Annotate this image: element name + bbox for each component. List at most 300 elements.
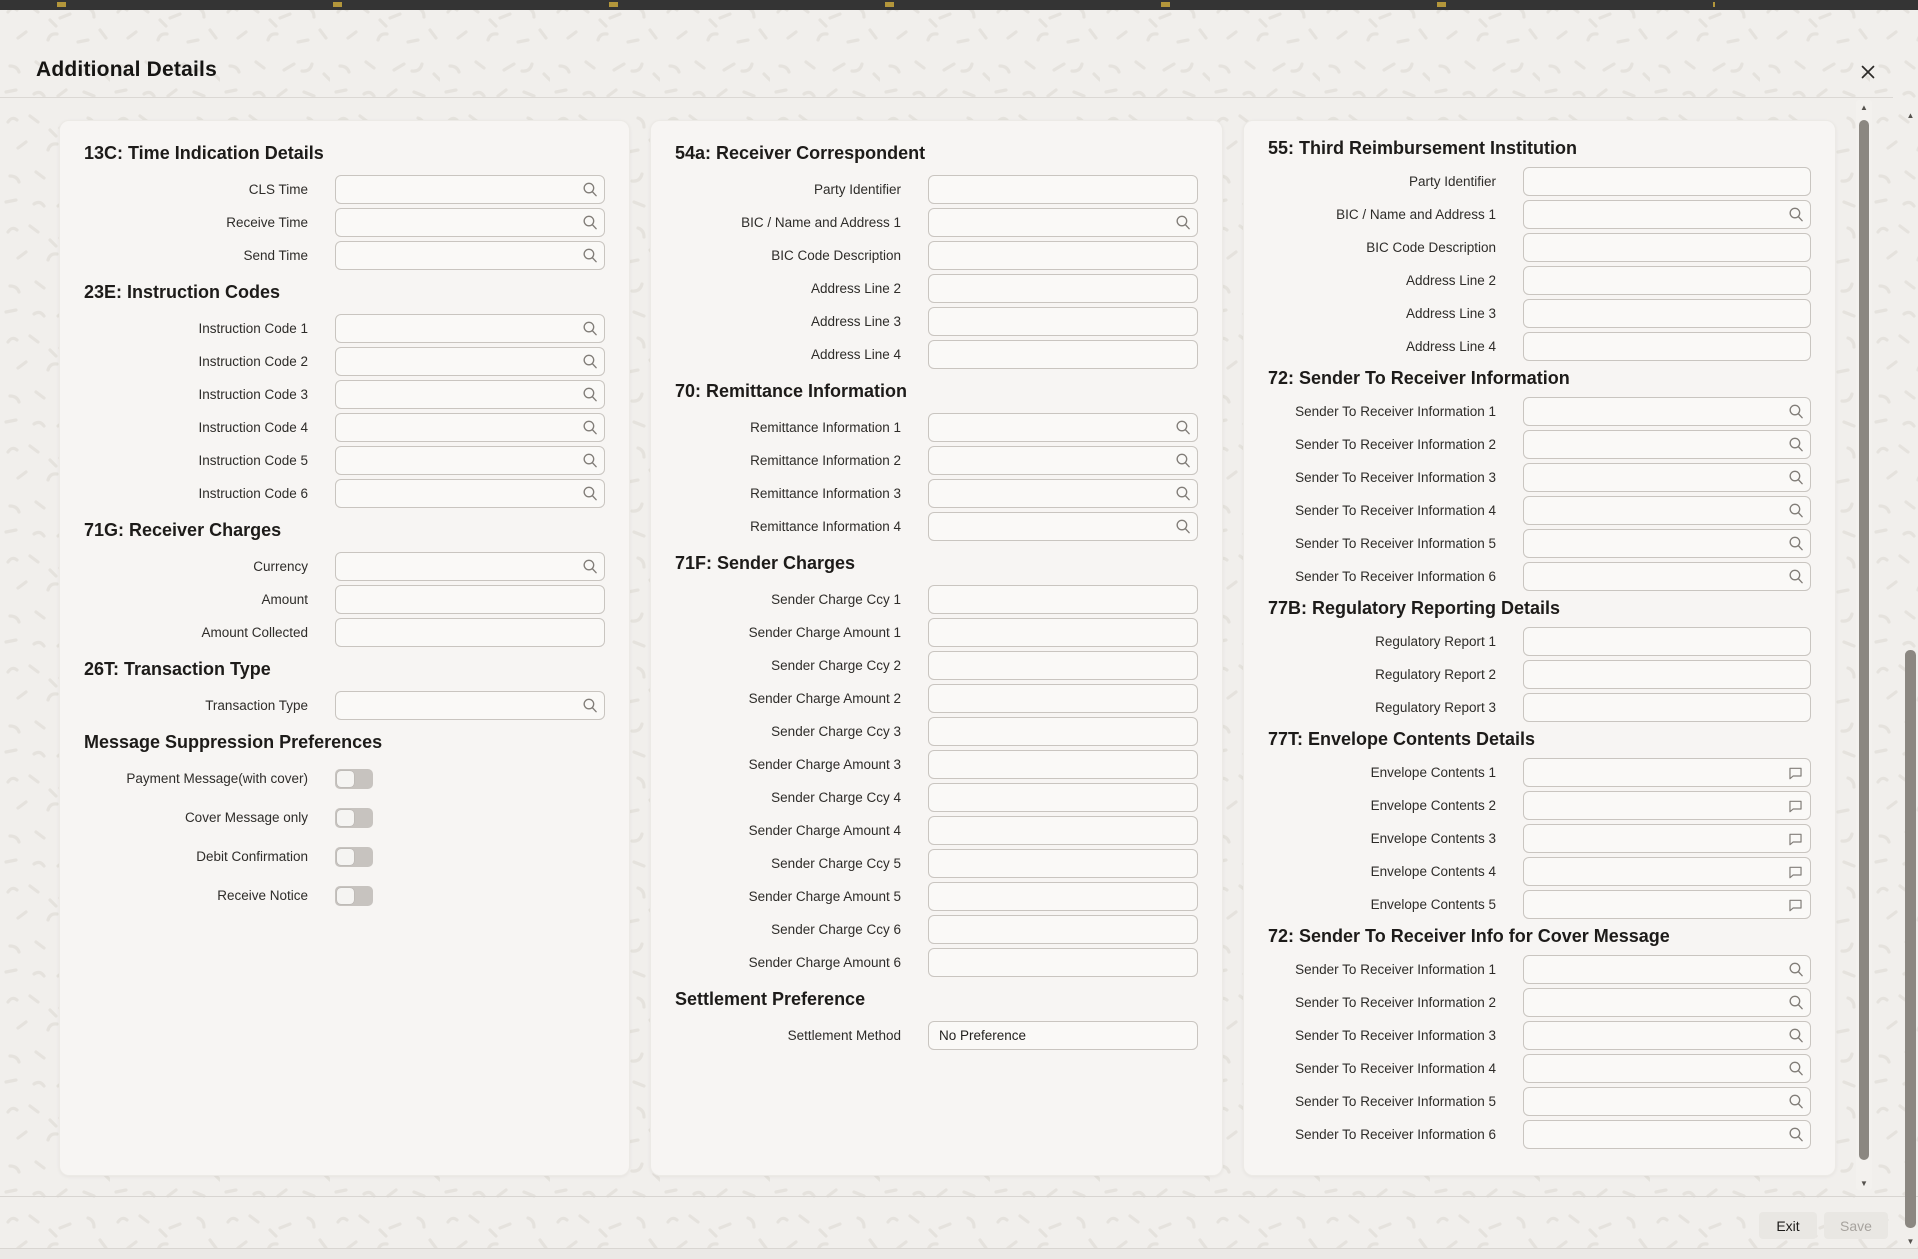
toggle-knob	[337, 810, 354, 826]
13c-send-time-field	[335, 241, 605, 270]
13c-send-time-input[interactable]	[335, 241, 605, 270]
71f-sender-charge-amount-2-field	[928, 684, 1198, 713]
form-row-72cover-sender-to-receiver-information-2	[1268, 988, 1811, 1017]
section-heading-72: 72: Sender To Receiver Information	[1268, 368, 1570, 388]
form-row-55-address-line-2	[1268, 266, 1811, 295]
72cover-sender-to-receiver-information-3-input[interactable]	[1523, 1021, 1811, 1050]
form-row-71f-sender-charge-ccy-4	[675, 783, 1198, 812]
form-row-55-bic-code-description	[1268, 233, 1811, 262]
exit-button[interactable]: Exit	[1759, 1212, 1817, 1239]
71g-currency-field	[335, 552, 605, 581]
search-icon[interactable]	[1173, 418, 1192, 437]
form-row-71f-sender-charge-amount-4	[675, 816, 1198, 845]
23e-instruction-code-3-label: Instruction Code 3	[198, 387, 308, 402]
scroll-down-icon[interactable]: ▼	[1906, 1236, 1915, 1246]
msp-debit-confirmation-toggle[interactable]	[335, 847, 373, 867]
54a-bic-code-description-field	[928, 241, 1198, 270]
55-address-line-3-label: Address Line 3	[1405, 306, 1496, 321]
form-row-70-remittance-information-4	[675, 512, 1198, 541]
55-bic-code-description-input[interactable]	[1523, 233, 1811, 262]
msp-cover-message-only-toggle[interactable]	[335, 808, 373, 828]
23e-instruction-code-1-field	[335, 314, 605, 343]
form-row-77b-regulatory-report-1	[1268, 627, 1811, 656]
72-sender-to-receiver-information-4-field	[1523, 496, 1811, 525]
54a-party-identifier-input[interactable]	[928, 175, 1198, 204]
search-icon[interactable]	[580, 319, 599, 338]
77b-regulatory-report-2-label: Regulatory Report 2	[1375, 667, 1496, 682]
71f-sender-charge-ccy-2-label: Sender Charge Ccy 2	[771, 658, 901, 673]
search-icon[interactable]	[1786, 501, 1805, 520]
26t-transaction-type-input[interactable]	[335, 691, 605, 720]
sp-settlement-method-field	[928, 1021, 1198, 1050]
71f-sender-charge-ccy-5-input[interactable]	[928, 849, 1198, 878]
71f-sender-charge-amount-3-label: Sender Charge Amount 3	[748, 757, 901, 772]
search-icon[interactable]	[1786, 468, 1805, 487]
55-address-line-4-label: Address Line 4	[1405, 339, 1496, 354]
72cover-sender-to-receiver-information-6-field	[1523, 1120, 1811, 1149]
form-row-71f-sender-charge-ccy-6	[675, 915, 1198, 944]
72cover-sender-to-receiver-information-2-input[interactable]	[1523, 988, 1811, 1017]
form-row-72cover-sender-to-receiver-information-4	[1268, 1054, 1811, 1083]
72-sender-to-receiver-information-1-label: Sender To Receiver Information 1	[1295, 404, 1496, 419]
form-row-23e-instruction-code-4	[84, 413, 605, 442]
72-sender-to-receiver-information-5-input[interactable]	[1523, 529, 1811, 558]
search-icon[interactable]	[1173, 213, 1192, 232]
71f-sender-charge-ccy-1-field	[928, 585, 1198, 614]
72cover-sender-to-receiver-information-6-label: Sender To Receiver Information 6	[1295, 1127, 1496, 1142]
msp-payment-message-with-cover-label: Payment Message(with cover)	[126, 771, 308, 786]
form-row-26t-transaction-type	[84, 691, 605, 720]
54a-bic-name-and-address-1-field	[928, 208, 1198, 237]
23e-instruction-code-2-input[interactable]	[335, 347, 605, 376]
72-sender-to-receiver-information-4-input[interactable]	[1523, 496, 1811, 525]
form-row-77t-envelope-contents-5	[1268, 890, 1811, 919]
71g-amount-collected-label: Amount Collected	[201, 625, 308, 640]
form-row-13c-receive-time	[84, 208, 605, 237]
72-sender-to-receiver-information-6-field	[1523, 562, 1811, 591]
chrome-strip-dots	[0, 2, 1918, 7]
55-party-identifier-input[interactable]	[1523, 167, 1811, 196]
77t-envelope-contents-5-label: Envelope Contents 5	[1370, 897, 1496, 912]
23e-instruction-code-4-label: Instruction Code 4	[198, 420, 308, 435]
54a-party-identifier-field	[928, 175, 1198, 204]
71f-sender-charge-ccy-4-label: Sender Charge Ccy 4	[771, 790, 901, 805]
search-icon[interactable]	[580, 557, 599, 576]
71f-sender-charge-amount-3-input[interactable]	[928, 750, 1198, 779]
71f-sender-charge-amount-6-input[interactable]	[928, 948, 1198, 977]
72cover-sender-to-receiver-information-4-field	[1523, 1054, 1811, 1083]
72-sender-to-receiver-information-1-input[interactable]	[1523, 397, 1811, 426]
comment-bubble-icon[interactable]	[1786, 829, 1805, 848]
23e-instruction-code-3-field	[335, 380, 605, 409]
26t-transaction-type-label: Transaction Type	[205, 698, 308, 713]
54a-bic-name-and-address-1-label: BIC / Name and Address 1	[741, 215, 901, 230]
55-bic-name-and-address-1-input[interactable]	[1523, 200, 1811, 229]
13c-cls-time-input[interactable]	[335, 175, 605, 204]
form-row-72cover-sender-to-receiver-information-3	[1268, 1021, 1811, 1050]
panel-middle	[650, 120, 1223, 1176]
54a-address-line-2-input[interactable]	[928, 274, 1198, 303]
77t-envelope-contents-5-field	[1523, 890, 1811, 919]
23e-instruction-code-2-label: Instruction Code 2	[198, 354, 308, 369]
form-row-72cover-sender-to-receiver-information-1	[1268, 955, 1811, 984]
form-row-msp-payment-message-with-cover	[84, 764, 605, 793]
search-icon[interactable]	[580, 418, 599, 437]
form-row-77t-envelope-contents-3	[1268, 824, 1811, 853]
55-bic-code-description-label: BIC Code Description	[1366, 240, 1496, 255]
section-heading-23e: 23E: Instruction Codes	[84, 282, 281, 302]
71f-sender-charge-ccy-3-field	[928, 717, 1198, 746]
form-row-70-remittance-information-2	[675, 446, 1198, 475]
72cover-sender-to-receiver-information-3-label: Sender To Receiver Information 3	[1295, 1028, 1496, 1043]
search-icon[interactable]	[580, 180, 599, 199]
72-sender-to-receiver-information-4-label: Sender To Receiver Information 4	[1295, 503, 1496, 518]
71f-sender-charge-amount-5-field	[928, 882, 1198, 911]
form-row-71g-amount	[84, 585, 605, 614]
71g-currency-input[interactable]	[335, 552, 605, 581]
55-address-line-2-input[interactable]	[1523, 266, 1811, 295]
form-row-msp-debit-confirmation	[84, 842, 605, 871]
sp-settlement-method-input[interactable]	[928, 1021, 1198, 1050]
55-address-line-2-label: Address Line 2	[1405, 273, 1496, 288]
71f-sender-charge-ccy-2-input[interactable]	[928, 651, 1198, 680]
section-heading-70: 70: Remittance Information	[675, 381, 908, 401]
msp-debit-confirmation-label: Debit Confirmation	[196, 849, 308, 864]
section-heading-77b: 77B: Regulatory Reporting Details	[1268, 598, 1561, 618]
72cover-sender-to-receiver-information-5-field	[1523, 1087, 1811, 1116]
70-remittance-information-1-input[interactable]	[928, 413, 1198, 442]
form-row-23e-instruction-code-1	[84, 314, 605, 343]
71f-sender-charge-ccy-1-input[interactable]	[928, 585, 1198, 614]
70-remittance-information-4-label: Remittance Information 4	[750, 519, 901, 534]
55-bic-code-description-field	[1523, 233, 1811, 262]
form-row-72-sender-to-receiver-information-2	[1268, 430, 1811, 459]
72-sender-to-receiver-information-1-field	[1523, 397, 1811, 426]
form-row-72-sender-to-receiver-information-4	[1268, 496, 1811, 525]
23e-instruction-code-4-field	[335, 413, 605, 442]
23e-instruction-code-5-label: Instruction Code 5	[198, 453, 308, 468]
23e-instruction-code-4-input[interactable]	[335, 413, 605, 442]
comment-bubble-icon[interactable]	[1786, 895, 1805, 914]
54a-address-line-3-field	[928, 307, 1198, 336]
msp-receive-notice-toggle[interactable]	[335, 886, 373, 906]
71g-amount-label: Amount	[261, 592, 308, 607]
form-row-71f-sender-charge-amount-3	[675, 750, 1198, 779]
panel-right	[1243, 120, 1836, 1176]
55-party-identifier-field	[1523, 167, 1811, 196]
toggle-knob	[337, 849, 354, 865]
72cover-sender-to-receiver-information-2-label: Sender To Receiver Information 2	[1295, 995, 1496, 1010]
form-row-msp-receive-notice	[84, 881, 605, 910]
71f-sender-charge-ccy-6-input[interactable]	[928, 915, 1198, 944]
close-x-glyph	[1860, 64, 1876, 80]
scroll-up-icon[interactable]: ▲	[1906, 110, 1915, 120]
comment-bubble-icon[interactable]	[1786, 763, 1805, 782]
form-row-72-sender-to-receiver-information-5	[1268, 529, 1811, 558]
77t-envelope-contents-4-field	[1523, 857, 1811, 886]
form-row-71f-sender-charge-ccy-3	[675, 717, 1198, 746]
search-icon[interactable]	[1786, 960, 1805, 979]
form-row-71f-sender-charge-amount-2	[675, 684, 1198, 713]
search-icon[interactable]	[1786, 1059, 1805, 1078]
72-sender-to-receiver-information-5-field	[1523, 529, 1811, 558]
search-icon[interactable]	[1786, 402, 1805, 421]
sp-settlement-method-label: Settlement Method	[787, 1028, 901, 1043]
form-row-54a-party-identifier	[675, 175, 1198, 204]
72cover-sender-to-receiver-information-5-input[interactable]	[1523, 1087, 1811, 1116]
section-heading-77t: 77T: Envelope Contents Details	[1268, 729, 1536, 749]
dialog-scrollbar[interactable]	[1856, 100, 1872, 1190]
71g-currency-label: Currency	[253, 559, 308, 574]
form-row-71g-amount-collected	[84, 618, 605, 647]
form-row-23e-instruction-code-3	[84, 380, 605, 409]
toggle-knob	[337, 888, 354, 904]
23e-instruction-code-2-field	[335, 347, 605, 376]
search-icon[interactable]	[580, 696, 599, 715]
77b-regulatory-report-3-label: Regulatory Report 3	[1375, 700, 1496, 715]
77b-regulatory-report-1-input[interactable]	[1523, 627, 1811, 656]
72-sender-to-receiver-information-2-field	[1523, 430, 1811, 459]
72cover-sender-to-receiver-information-4-input[interactable]	[1523, 1054, 1811, 1083]
msp-receive-notice-label: Receive Notice	[217, 888, 308, 903]
72cover-sender-to-receiver-information-1-input[interactable]	[1523, 955, 1811, 984]
section-heading-55: 55: Third Reimbursement Institution	[1268, 138, 1578, 158]
scroll-up-icon[interactable]: ▲	[1860, 102, 1868, 112]
71f-sender-charge-ccy-3-label: Sender Charge Ccy 3	[771, 724, 901, 739]
55-bic-name-and-address-1-field	[1523, 200, 1811, 229]
71f-sender-charge-ccy-2-field	[928, 651, 1198, 680]
form-row-23e-instruction-code-5	[84, 446, 605, 475]
search-icon[interactable]	[580, 352, 599, 371]
form-row-54a-bic-code-description	[675, 241, 1198, 270]
71g-amount-collected-field	[335, 618, 605, 647]
23e-instruction-code-1-label: Instruction Code 1	[198, 321, 308, 336]
71f-sender-charge-ccy-6-label: Sender Charge Ccy 6	[771, 922, 901, 937]
77t-envelope-contents-3-field	[1523, 824, 1811, 853]
77b-regulatory-report-3-input[interactable]	[1523, 693, 1811, 722]
77t-envelope-contents-1-input[interactable]	[1523, 758, 1811, 787]
section-heading-72cover: 72: Sender To Receiver Info for Cover Message	[1268, 926, 1670, 946]
70-remittance-information-1-field	[928, 413, 1198, 442]
browser-chrome-strip	[0, 0, 1918, 10]
71f-sender-charge-amount-1-label: Sender Charge Amount 1	[748, 625, 901, 640]
form-row-77t-envelope-contents-1	[1268, 758, 1811, 787]
72-sender-to-receiver-information-5-label: Sender To Receiver Information 5	[1295, 536, 1496, 551]
form-row-sp-settlement-method	[675, 1021, 1198, 1050]
form-row-msp-cover-message-only	[84, 803, 605, 832]
71f-sender-charge-ccy-5-field	[928, 849, 1198, 878]
form-row-77b-regulatory-report-3	[1268, 693, 1811, 722]
search-icon[interactable]	[580, 451, 599, 470]
71f-sender-charge-amount-1-input[interactable]	[928, 618, 1198, 647]
77b-regulatory-report-2-field	[1523, 660, 1811, 689]
71f-sender-charge-amount-5-label: Sender Charge Amount 5	[748, 889, 901, 904]
77b-regulatory-report-2-input[interactable]	[1523, 660, 1811, 689]
scroll-down-icon[interactable]: ▼	[1860, 1178, 1868, 1188]
54a-address-line-4-field	[928, 340, 1198, 369]
71f-sender-charge-amount-3-field	[928, 750, 1198, 779]
form-row-55-address-line-4	[1268, 332, 1811, 361]
23e-instruction-code-5-field	[335, 446, 605, 475]
search-icon[interactable]	[580, 484, 599, 503]
54a-party-identifier-label: Party Identifier	[813, 182, 901, 197]
71f-sender-charge-amount-4-label: Sender Charge Amount 4	[748, 823, 901, 838]
77t-envelope-contents-3-input[interactable]	[1523, 824, 1811, 853]
form-row-72cover-sender-to-receiver-information-6	[1268, 1120, 1811, 1149]
72-sender-to-receiver-information-3-input[interactable]	[1523, 463, 1811, 492]
71f-sender-charge-amount-2-label: Sender Charge Amount 2	[748, 691, 901, 706]
section-heading-54a: 54a: Receiver Correspondent	[675, 143, 926, 163]
72-sender-to-receiver-information-3-field	[1523, 463, 1811, 492]
form-row-13c-cls-time	[84, 175, 605, 204]
form-row-77t-envelope-contents-2	[1268, 791, 1811, 820]
form-row-71f-sender-charge-ccy-2	[675, 651, 1198, 680]
search-icon[interactable]	[1173, 484, 1192, 503]
form-row-72cover-sender-to-receiver-information-5	[1268, 1087, 1811, 1116]
70-remittance-information-3-input[interactable]	[928, 479, 1198, 508]
13c-receive-time-input[interactable]	[335, 208, 605, 237]
72-sender-to-receiver-information-6-label: Sender To Receiver Information 6	[1295, 569, 1496, 584]
23e-instruction-code-3-input[interactable]	[335, 380, 605, 409]
72cover-sender-to-receiver-information-4-label: Sender To Receiver Information 4	[1295, 1061, 1496, 1076]
search-icon[interactable]	[1786, 1092, 1805, 1111]
71g-amount-input[interactable]	[335, 585, 605, 614]
23e-instruction-code-1-input[interactable]	[335, 314, 605, 343]
form-row-54a-address-line-4	[675, 340, 1198, 369]
13c-cls-time-label: CLS Time	[248, 182, 308, 197]
title-divider	[0, 97, 1893, 98]
form-row-72-sender-to-receiver-information-1	[1268, 397, 1811, 426]
comment-bubble-icon[interactable]	[1786, 796, 1805, 815]
search-icon[interactable]	[1786, 435, 1805, 454]
msp-payment-message-with-cover-toggle[interactable]	[335, 769, 373, 789]
form-row-71f-sender-charge-amount-5	[675, 882, 1198, 911]
71g-amount-field	[335, 585, 605, 614]
form-row-71f-sender-charge-amount-6	[675, 948, 1198, 977]
search-icon[interactable]	[1786, 1125, 1805, 1144]
section-heading-msp: Message Suppression Preferences	[84, 732, 383, 752]
77t-envelope-contents-2-input[interactable]	[1523, 791, 1811, 820]
77b-regulatory-report-3-field	[1523, 693, 1811, 722]
23e-instruction-code-6-input[interactable]	[335, 479, 605, 508]
70-remittance-information-1-label: Remittance Information 1	[750, 420, 901, 435]
26t-transaction-type-field	[335, 691, 605, 720]
72cover-sender-to-receiver-information-6-input[interactable]	[1523, 1120, 1811, 1149]
section-heading-71g: 71G: Receiver Charges	[84, 520, 282, 540]
54a-address-line-3-input[interactable]	[928, 307, 1198, 336]
23e-instruction-code-5-input[interactable]	[335, 446, 605, 475]
71f-sender-charge-ccy-4-input[interactable]	[928, 783, 1198, 812]
72-sender-to-receiver-information-6-input[interactable]	[1523, 562, 1811, 591]
72cover-sender-to-receiver-information-1-label: Sender To Receiver Information 1	[1295, 962, 1496, 977]
form-row-70-remittance-information-3	[675, 479, 1198, 508]
form-row-70-remittance-information-1	[675, 413, 1198, 442]
save-button[interactable]: Save	[1824, 1212, 1888, 1239]
77t-envelope-contents-5-input[interactable]	[1523, 890, 1811, 919]
71f-sender-charge-ccy-4-field	[928, 783, 1198, 812]
form-row-72-sender-to-receiver-information-3	[1268, 463, 1811, 492]
72cover-sender-to-receiver-information-3-field	[1523, 1021, 1811, 1050]
form-row-71f-sender-charge-amount-1	[675, 618, 1198, 647]
section-heading-71f: 71F: Sender Charges	[675, 553, 856, 573]
71g-amount-collected-input[interactable]	[335, 618, 605, 647]
77t-envelope-contents-4-label: Envelope Contents 4	[1370, 864, 1496, 879]
70-remittance-information-3-label: Remittance Information 3	[750, 486, 901, 501]
bottom-status-strip	[0, 1248, 1918, 1259]
71f-sender-charge-amount-1-field	[928, 618, 1198, 647]
page-title: Additional Details	[36, 58, 217, 81]
77t-envelope-contents-1-label: Envelope Contents 1	[1370, 765, 1496, 780]
search-icon[interactable]	[580, 246, 599, 265]
13c-receive-time-field	[335, 208, 605, 237]
form-row-71f-sender-charge-ccy-1	[675, 585, 1198, 614]
71f-sender-charge-amount-5-input[interactable]	[928, 882, 1198, 911]
toggle-knob	[337, 771, 354, 787]
54a-address-line-4-input[interactable]	[928, 340, 1198, 369]
71f-sender-charge-amount-6-field	[928, 948, 1198, 977]
54a-address-line-4-label: Address Line 4	[810, 347, 901, 362]
search-icon[interactable]	[1173, 451, 1192, 470]
70-remittance-information-4-input[interactable]	[928, 512, 1198, 541]
55-address-line-3-input[interactable]	[1523, 299, 1811, 328]
71f-sender-charge-amount-6-label: Sender Charge Amount 6	[748, 955, 901, 970]
71f-sender-charge-amount-4-input[interactable]	[928, 816, 1198, 845]
comment-bubble-icon[interactable]	[1786, 862, 1805, 881]
search-icon[interactable]	[1786, 1026, 1805, 1045]
page-scrollbar-thumb[interactable]	[1905, 650, 1916, 1228]
71f-sender-charge-ccy-1-label: Sender Charge Ccy 1	[771, 592, 901, 607]
55-party-identifier-label: Party Identifier	[1408, 174, 1496, 189]
77t-envelope-contents-3-label: Envelope Contents 3	[1370, 831, 1496, 846]
panel-left	[59, 120, 630, 1176]
55-address-line-2-field	[1523, 266, 1811, 295]
search-icon[interactable]	[580, 385, 599, 404]
54a-bic-code-description-input[interactable]	[928, 241, 1198, 270]
close-icon[interactable]	[1852, 56, 1884, 88]
search-icon[interactable]	[580, 213, 599, 232]
72-sender-to-receiver-information-2-input[interactable]	[1523, 430, 1811, 459]
footer-divider	[0, 1196, 1918, 1197]
search-icon[interactable]	[1786, 567, 1805, 586]
23e-instruction-code-6-field	[335, 479, 605, 508]
71f-sender-charge-amount-2-input[interactable]	[928, 684, 1198, 713]
form-row-55-address-line-3	[1268, 299, 1811, 328]
72cover-sender-to-receiver-information-1-field	[1523, 955, 1811, 984]
search-icon[interactable]	[1786, 205, 1805, 224]
form-row-54a-address-line-2	[675, 274, 1198, 303]
77t-envelope-contents-2-label: Envelope Contents 2	[1370, 798, 1496, 813]
msp-cover-message-only-label: Cover Message only	[184, 810, 308, 825]
70-remittance-information-2-input[interactable]	[928, 446, 1198, 475]
71f-sender-charge-ccy-3-input[interactable]	[928, 717, 1198, 746]
23e-instruction-code-6-label: Instruction Code 6	[198, 486, 308, 501]
54a-bic-name-and-address-1-input[interactable]	[928, 208, 1198, 237]
search-icon[interactable]	[1786, 534, 1805, 553]
dialog-scrollbar-thumb[interactable]	[1859, 120, 1869, 1160]
form-row-54a-bic-name-and-address-1	[675, 208, 1198, 237]
77t-envelope-contents-4-input[interactable]	[1523, 857, 1811, 886]
55-address-line-4-input[interactable]	[1523, 332, 1811, 361]
search-icon[interactable]	[1173, 517, 1192, 536]
form-row-77b-regulatory-report-2	[1268, 660, 1811, 689]
page-scrollbar[interactable]	[1903, 10, 1918, 1250]
71f-sender-charge-amount-4-field	[928, 816, 1198, 845]
form-row-55-bic-name-and-address-1	[1268, 200, 1811, 229]
70-remittance-information-2-field	[928, 446, 1198, 475]
search-icon[interactable]	[1786, 993, 1805, 1012]
72-sender-to-receiver-information-2-label: Sender To Receiver Information 2	[1295, 437, 1496, 452]
13c-cls-time-field	[335, 175, 605, 204]
